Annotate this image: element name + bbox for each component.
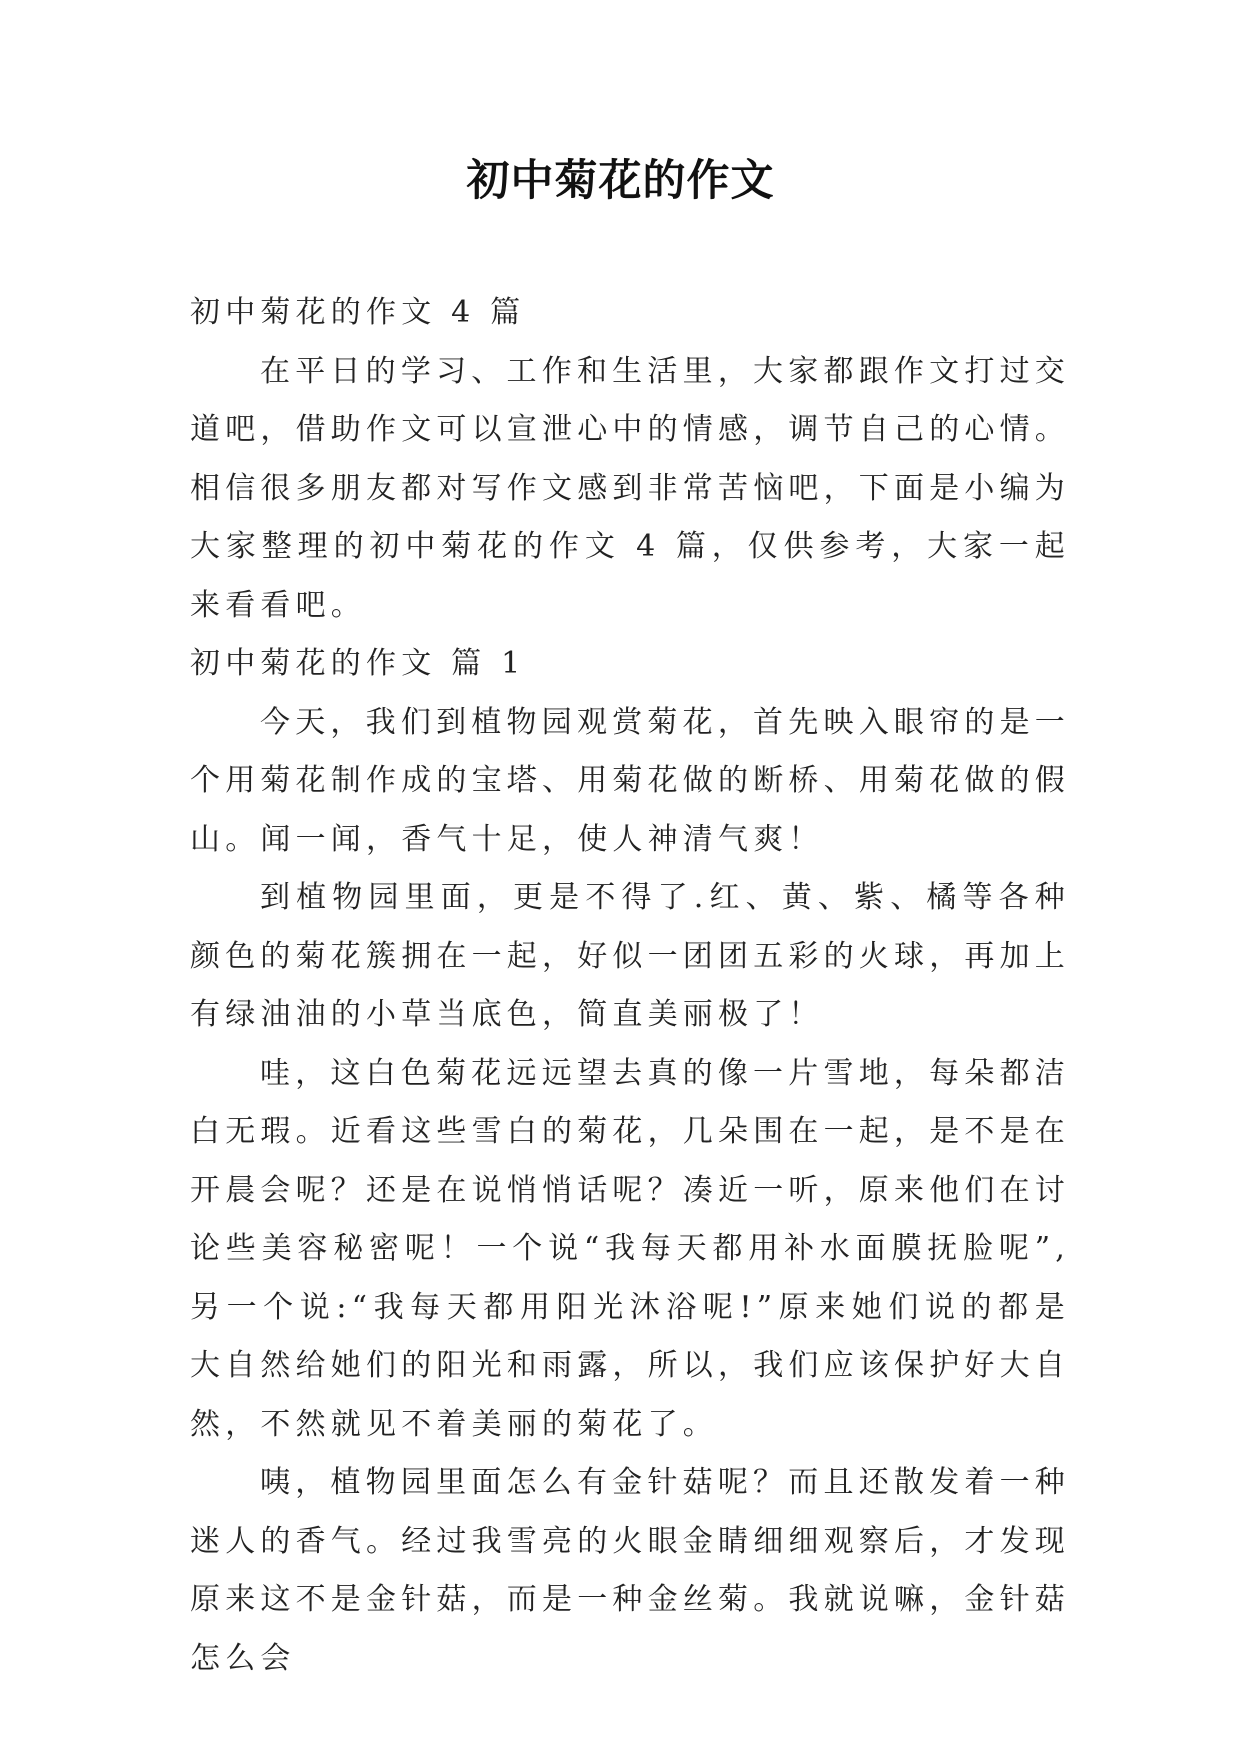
document-title: 初中菊花的作文	[466, 156, 775, 206]
body-paragraph: 哇，这白色菊花远远望去真的像一片雪地，每朵都洁白无瑕。近看这些雪白的菊花，几朵围在一起，是不是在开晨会呢？还是在说悄悄话呢？凑近一听，原来他们在讨论些美容秘密呢！一个说“我每天都用补水面膜抚脸呢”,另一个说:“我每天都用阳光沐浴呢!”原来她们说的都是大自然给她们的阳光和雨露，所以，我们应该保护好大自然，不然就见不着美丽的菊花了。	[190, 1055, 1070, 1442]
subtitle-line: 初中菊花的作文 4 篇	[190, 295, 526, 330]
intro-paragraph: 在平日的学习、工作和生活里，大家都跟作文打过交道吧，借助作文可以宣泄心中的情感，调节自己的心情。相信很多朋友都对写作文感到非常苦恼吧，下面是小编为大家整理的初中菊花的作文 4 篇，仅供参考，大家一起来看看吧。	[190, 353, 1070, 623]
body-paragraph: 咦，植物园里面怎么有金针菇呢？而且还散发着一种迷人的香气。经过我雪亮的火眼金睛细细观察后，才发现原来这不是金针菇，而是一种金丝菊。我就说嘛，金针菇怎么会	[190, 1465, 1070, 1676]
document-body	[190, 284, 1070, 1688]
section-heading-1: 初中菊花的作文 篇 1	[190, 646, 526, 681]
body-paragraph: 到植物园里面，更是不得了.红、黄、紫、橘等各种颜色的菊花簇拥在一起，好似一团团五彩的火球，再加上有绿油油的小草当底色，简直美丽极了！	[190, 880, 1070, 1032]
body-paragraph: 今天，我们到植物园观赏菊花，首先映入眼帘的是一个用菊花制作成的宝塔、用菊花做的断桥、用菊花做的假山。闻一闻，香气十足，使人神清气爽！	[190, 704, 1070, 857]
